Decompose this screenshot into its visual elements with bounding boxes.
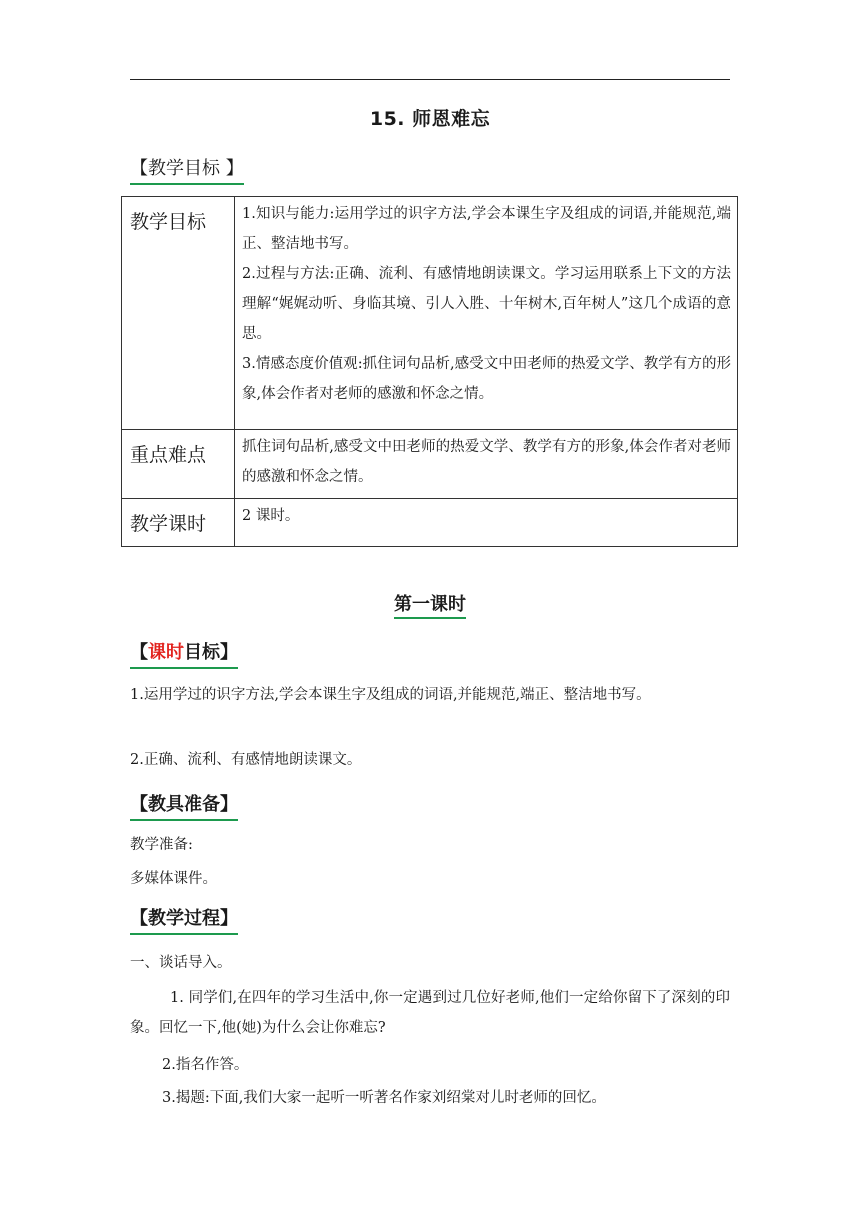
header-rule	[130, 79, 730, 80]
lesson-goal-item-2: 2.正确、流利、有感情地朗读课文。	[130, 752, 362, 768]
goal-process: 2.过程与方法:正确、流利、有感情地朗读课文。学习运用联系上下文的方法理解“娓娓动听、身临其境、引人入胜、十年树木,百年树人”这几个成语的意思。	[242, 266, 731, 342]
row-label-hours: 教学课时	[122, 499, 235, 547]
row-label-goals: 教学目标	[122, 197, 235, 430]
goals-table	[121, 196, 738, 547]
table-row	[122, 430, 738, 499]
row-content-keypoints: 抓住词句品析,感受文中田老师的热爱文学、教学有方的形象,体会作者对老师的感激和怀念之情。	[235, 430, 738, 499]
lesson-goals-red-text: 课时	[148, 642, 184, 663]
lesson-goals-rest: 目标】	[184, 642, 238, 663]
row-content-goals	[235, 197, 738, 430]
heading-process: 【教学过程】	[130, 904, 238, 935]
process-paragraph-2: 2.指名作答。	[162, 1057, 249, 1073]
heading-teaching-goals: 【教学目标 】	[130, 154, 244, 185]
materials-line-1: 教学准备:	[130, 837, 193, 853]
lesson-title-text: 第一课时	[394, 594, 466, 619]
process-paragraph-3: 3.揭题:下面,我们大家一起听一听著名作家刘绍棠对儿时老师的回忆。	[162, 1090, 606, 1106]
heading-materials: 【教具准备】	[130, 790, 238, 821]
page-title: 15. 师恩难忘	[369, 108, 491, 130]
process-paragraph-1: 1. 同学们,在四年的学习生活中,你一定遇到过几位好老师,他们一定给你留下了深刻的印象。回忆一下,他(她)为什么会让你难忘?	[130, 990, 730, 1036]
process-step-1: 一、谈话导入。	[130, 955, 232, 971]
table-row	[122, 197, 738, 430]
goal-emotion: 3.情感态度价值观:抓住词句品析,感受文中田老师的热爱文学、教学有方的形象,体会作者对老师的感激和怀念之情。	[242, 356, 731, 402]
lesson-title	[0, 590, 860, 616]
heading-lesson-goals	[130, 638, 238, 669]
row-content-hours: 2 课时。	[235, 499, 738, 547]
materials-line-2: 多媒体课件。	[130, 871, 217, 887]
bracket-open: 【	[130, 642, 148, 663]
table-row	[122, 499, 738, 547]
goal-knowledge: 1.知识与能力:运用学过的识字方法,学会本课生字及组成的词语,并能规范,端正、整洁地书写。	[242, 206, 731, 252]
lesson-goal-item-1: 1.运用学过的识字方法,学会本课生字及组成的词语,并能规范,端正、整洁地书写。	[130, 687, 651, 703]
row-label-keypoints: 重点难点	[122, 430, 235, 499]
